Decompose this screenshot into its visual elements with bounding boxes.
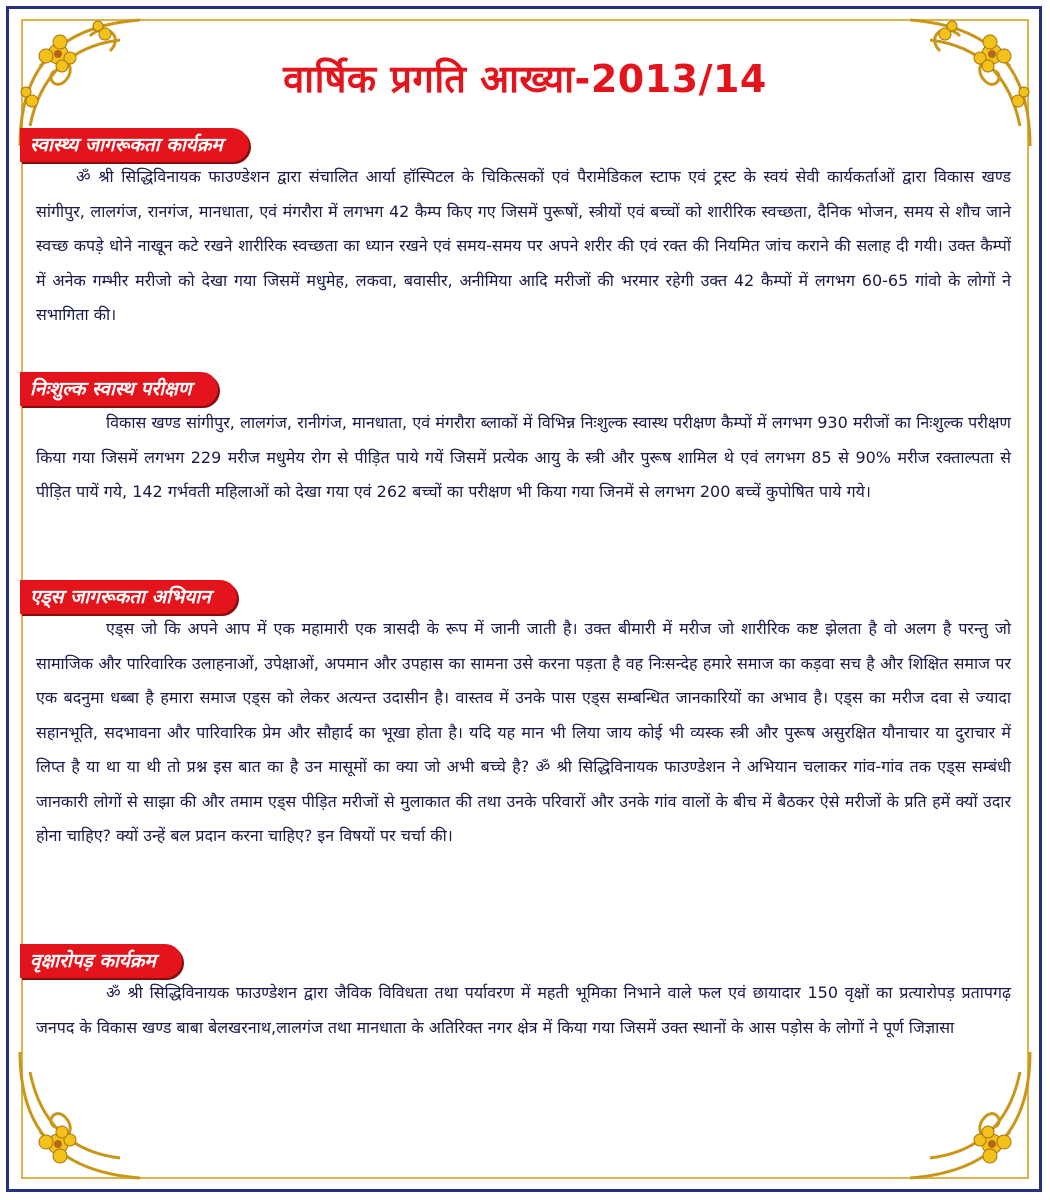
floral-corner-ornament-icon — [890, 1042, 1040, 1192]
section-text-aids-awareness: एड्स जो कि अपने आप में एक महामारी एक त्रासदी के रूप में जानी जाती है। उक्त बीमारी में मरीज जो शारीरिक कष्ट झेलता है वो अलग है परन्तु जो सामाजिक और पारिवारिक उलाहनाओं, उपेक्षाओं, अपमान और उपहास का सामना उसे करना पड़ता है वह निःसन्देह हमारे समाज का कड़वा सच है और शिक्षित समाज पर एक बदनुमा धब्बा है हमारा समाज एड्स को लेकर अत्यन्त उदासीन है। वास्तव में उनके पास एड्स सम्बन्धित जानकारियों का अभाव है। एड्स का मरीज दवा से ज्यादा सहानभूति, सदभावना और पारिवारिक प्रेम और सौहार्द का भूखा होता है। यदि यह मान भी लिया जाय कोई भी व्यस्क स्त्री और पुरूष असुरक्षित यौनाचार या दुराचार में लिप्त है या था या थी तो प्रश्न इस बात का है उन मासूमों का क्या जो अभी बच्चे है? ॐ श्री सिद्धिविनायक फाउण्डेशन ने अभियान चलाकर गांव-गांव तक एड्स सम्बंधी जानकारी लोगों से साझा की और तमाम एड्स पीड़ित मरीजों से मुलाकात की तथा उनके परिवारों और उनके गांव वालों के बीच में बैठकर ऐसे मरीजों के प्रति हमें क्यों उदार होना चाहिए? क्यों उन्हें बल प्रदान करना चाहिए? इन विषयों पर चर्चा की। — [36, 619, 1011, 845]
section-text-tree-plantation: ॐ श्री सिद्धिविनायक फाउण्डेशन द्वारा जैविक विविधता तथा पर्यावरण में महती भूमिका निभाने वाले फल एवं छायादार 150 वृक्षों का प्रत्यारोपड़ प्रतापगढ़ जनपद के विकास खण्ड बाबा बेलखरनाथ,लालगंज तथा मानधाता के अतिरिक्त नगर क्षेत्र में किया गया जिसमें उक्त स्थानों के आस पड़ोस के लोगों ने पूर्ण जिज्ञासा — [36, 983, 1011, 1037]
section-heading-free-checkup: निःशुल्क स्वास्थ परीक्षण — [20, 372, 218, 406]
section-text-health-awareness: ॐ श्री सिद्धिविनायक फाउण्डेशन द्वारा संचालित आर्या हॉस्पिटल के चिकित्सकों एवं पैरामेडिकल स्टाफ एवं ट्रस्ट के स्वयं सेवी कार्यकर्ताओं द्वारा विकास खण्ड सांगीपुर, लालगंज, रानगंज, मानधाता, एवं मंगरौरा में लगभग 42 कैम्प किए गए जिसमें पुरूषों, स्त्रीयों एवं बच्चों को शारीरिक स्वच्छता, दैनिक भोजन, समय से शौच जाने स्वच्छ कपड़े धोने नाखून कटे रखने शारीरिक स्वच्छता का ध्यान रखने एवं समय-समय पर अपने शरीर की एवं रक्त की नियमित जांच कराने की सलाह दी गयी। उक्त कैम्पों में अनेक गम्भीर मरीजो को देखा गया जिसमें मधुमेह, लकवा, बवासीर, अनीमिया आदि मरीजों की भरमार रहेगी उक्त 42 कैम्पों में लगभग 60-65 गांवो के लोगों ने सभागिता की। — [36, 167, 1011, 324]
page-title: वार्षिक प्रगति आख्या-2013/14 — [283, 57, 767, 101]
section-heading-tree-plantation: वृक्षारोपड़ कार्यक्रम — [20, 944, 182, 978]
section-heading-health-awareness: स्वास्थ्य जागरूकता कार्यक्रम — [20, 128, 249, 162]
section-text-free-checkup: विकास खण्ड सांगीपुर, लालगंज, रानीगंज, मानधाता, एवं मंगरौरा ब्लाकों में विभिन्न निःशुल्क स्वास्थ परीक्षण कैम्पों में लगभग 930 मरीजों का निःशुल्क परीक्षण किया गया जिसमें लगभग 229 मरीज मधुमेय रोग से पीड़ित पाये गयें जिसमें प्रत्येक आयु के स्त्री और पुरूष शामिल थे एवं लगभग 85 से 90% मरीज रक्ताल्पता से पीड़ित पायें गये, 142 गर्भवती महिलाओं को देखा गया एवं 262 बच्चों का परीक्षण भी किया गया जिनमें से लगभग 200 बच्चें कुपोषित पाये गये। — [36, 413, 1011, 501]
floral-corner-ornament-icon — [10, 1042, 160, 1192]
section-heading-aids-awareness: एड्स जागरूकता अभियान — [20, 580, 237, 614]
